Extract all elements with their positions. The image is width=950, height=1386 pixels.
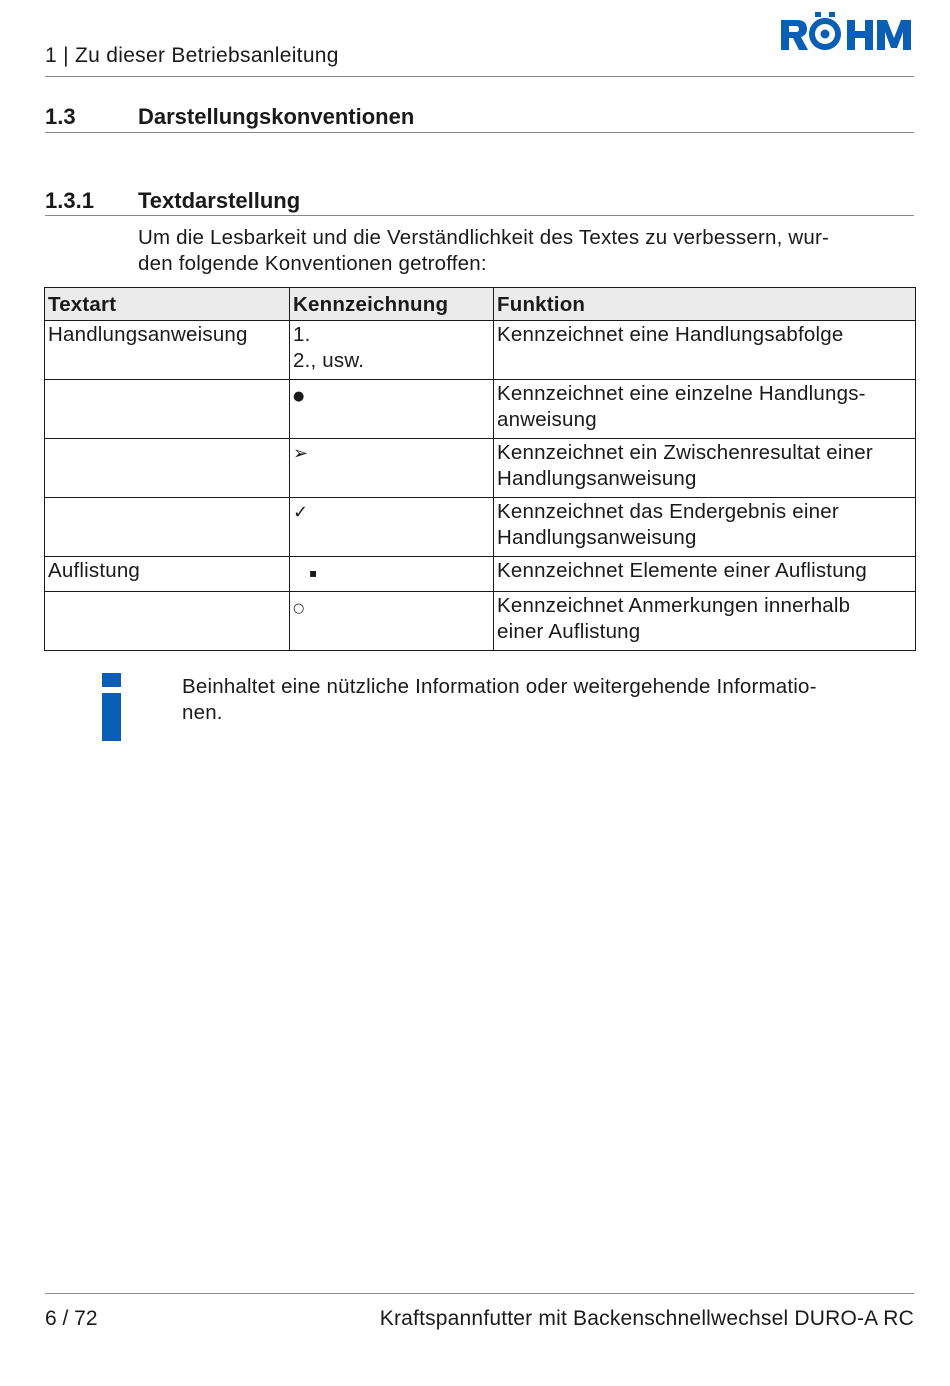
funktion-line: anweisung [497,408,597,431]
funktion-line: Handlungsanweisung [497,526,697,549]
subsection-title: Textdarstellung [138,188,301,213]
info-icon [102,673,121,741]
roehm-logo [779,10,915,54]
bullet-dot-icon: ● [293,389,305,404]
cell-kennzeichnung [290,498,494,557]
running-header: 1 | Zu dieser Betriebsanleitung [45,44,339,67]
cell-kennzeichnung [290,321,494,380]
subsection-rule [45,215,914,216]
section-rule [45,132,914,133]
funktion-line: Kennzeichnet ein Zwischenresultat einer [497,441,873,464]
table-row [45,498,916,557]
document-title: Kraftspannfutter mit Backenschnellwechsel DURO-A RC [379,1307,914,1330]
cell-kennzeichnung [290,380,494,439]
column-header-kennzeichnung: Kennzeichnung [290,288,494,321]
info-line: nen. [182,701,223,724]
cell-funktion [494,592,916,651]
cell-funktion [494,380,916,439]
table-row [45,321,916,380]
table-row [45,557,916,592]
funktion-line: Kennzeichnet Anmerkungen innerhalb [497,594,851,617]
footer-rule [45,1293,914,1294]
table-row [45,592,916,651]
funktion-line: Kennzeichnet eine einzelne Handlungs- [497,382,866,405]
header-rule [45,76,914,77]
funktion-line: Kennzeichnet eine Handlungsabfolge [497,323,844,346]
info-icon-bar [102,693,121,741]
cell-textart [45,498,290,557]
intro-line: den folgende Konventionen getroffen: [138,252,487,275]
cell-funktion [494,557,916,592]
info-line: Beinhaltet eine nützliche Information oder weitergehende Informatio- [182,675,817,698]
checkmark-icon: ✓ [293,502,309,523]
funktion-line: Kennzeichnet das Endergebnis einer [497,500,839,523]
cell-kennzeichnung [290,439,494,498]
info-icon-dot [102,673,121,687]
cell-funktion [494,498,916,557]
table-row [45,439,916,498]
table-row [45,380,916,439]
funktion-line: Kennzeichnet Elemente einer Auflistung [497,559,868,582]
table-header-row [45,288,916,321]
intro-line: Um die Lesbarkeit und die Verständlichkeit des Textes zu verbessern, wur- [138,226,830,249]
cell-textart: Handlungsanweisung [45,321,290,380]
arrowhead-icon: ➢ [293,443,309,464]
cell-textart [45,380,290,439]
conventions-table [44,287,916,651]
cell-textart: Auflistung [45,557,290,592]
funktion-line: einer Auflistung [497,620,641,643]
page-number: 6 / 72 [45,1307,98,1330]
section-title: Darstellungskonventionen [138,104,415,129]
cell-funktion [494,321,916,380]
intro-paragraph [138,225,908,277]
hollow-circle-icon: ○ [293,601,305,616]
cell-textart [45,439,290,498]
subsection-number: 1.3.1 [45,188,94,213]
marker-line: 2., usw. [293,349,365,372]
cell-funktion [494,439,916,498]
column-header-textart: Textart [45,288,290,321]
marker-line: 1. [293,323,311,346]
info-note [182,674,902,726]
cell-kennzeichnung [290,592,494,651]
cell-kennzeichnung [290,557,494,592]
column-header-funktion: Funktion [494,288,916,321]
square-bullet-icon: ▪ [309,566,318,580]
section-number: 1.3 [45,104,76,129]
cell-textart [45,592,290,651]
funktion-line: Handlungsanweisung [497,467,697,490]
